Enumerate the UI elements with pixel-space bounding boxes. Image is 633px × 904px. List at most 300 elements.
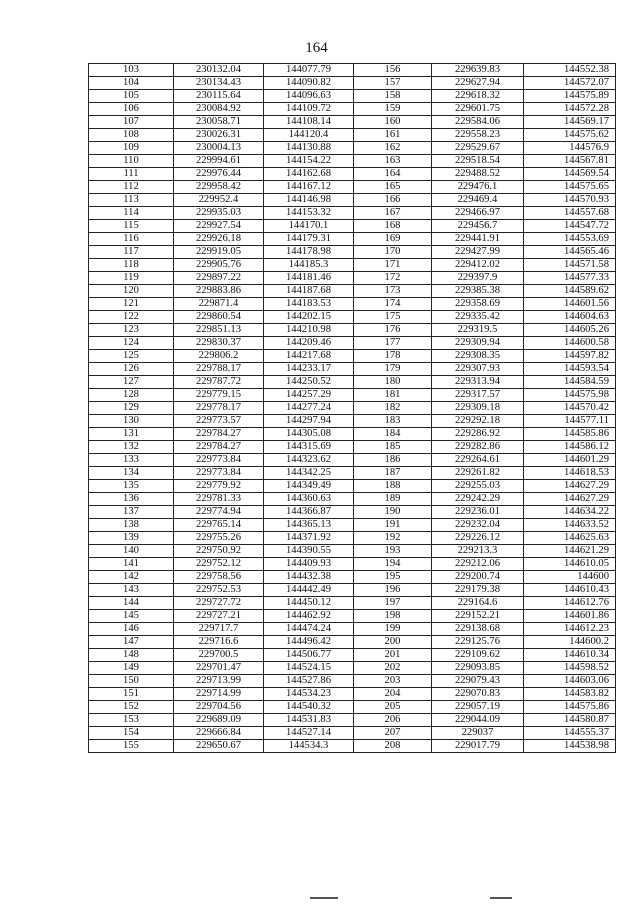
- x-coordinate-cell: 230132.04: [174, 64, 264, 77]
- y-coordinate-cell: 144146.98: [264, 194, 354, 207]
- y-coordinate-cell: 144534.23: [264, 688, 354, 701]
- x-coordinate-cell: 229164.6: [432, 597, 524, 610]
- x-coordinate-cell: 229456.7: [432, 220, 524, 233]
- point-number-cell: 118: [89, 259, 174, 272]
- x-coordinate-cell: 229781.33: [174, 493, 264, 506]
- y-coordinate-cell: 144371.92: [264, 532, 354, 545]
- x-coordinate-cell: 229618.32: [432, 90, 524, 103]
- point-number-cell: 149: [89, 662, 174, 675]
- point-number-cell: 206: [354, 714, 432, 727]
- x-coordinate-cell: 229714.99: [174, 688, 264, 701]
- point-number-cell: 168: [354, 220, 432, 233]
- y-coordinate-cell: 144552.38: [524, 64, 616, 77]
- point-number-cell: 171: [354, 259, 432, 272]
- point-number-cell: 163: [354, 155, 432, 168]
- x-coordinate-cell: 229317.57: [432, 389, 524, 402]
- point-number-cell: 201: [354, 649, 432, 662]
- y-coordinate-cell: 144524.15: [264, 662, 354, 675]
- x-coordinate-cell: 229716.6: [174, 636, 264, 649]
- x-coordinate-cell: 229727.72: [174, 597, 264, 610]
- point-number-cell: 196: [354, 584, 432, 597]
- x-coordinate-cell: 229830.37: [174, 337, 264, 350]
- x-coordinate-cell: 229226.12: [432, 532, 524, 545]
- table-row: [89, 467, 616, 480]
- y-coordinate-cell: 144618.53: [524, 467, 616, 480]
- point-number-cell: 111: [89, 168, 174, 181]
- y-coordinate-cell: 144583.82: [524, 688, 616, 701]
- y-coordinate-cell: 144575.86: [524, 701, 616, 714]
- y-coordinate-cell: 144210.98: [264, 324, 354, 337]
- y-coordinate-cell: 144571.58: [524, 259, 616, 272]
- x-coordinate-cell: 229627.94: [432, 77, 524, 90]
- table-row: [89, 64, 616, 77]
- point-number-cell: 148: [89, 649, 174, 662]
- point-number-cell: 170: [354, 246, 432, 259]
- y-coordinate-cell: 144170.1: [264, 220, 354, 233]
- y-coordinate-cell: 144586.12: [524, 441, 616, 454]
- x-coordinate-cell: 229976.44: [174, 168, 264, 181]
- y-coordinate-cell: 144603.06: [524, 675, 616, 688]
- x-coordinate-cell: 229755.26: [174, 532, 264, 545]
- point-number-cell: 202: [354, 662, 432, 675]
- y-coordinate-cell: 144183.53: [264, 298, 354, 311]
- x-coordinate-cell: 229397.9: [432, 272, 524, 285]
- y-coordinate-cell: 144600.2: [524, 636, 616, 649]
- point-number-cell: 204: [354, 688, 432, 701]
- y-coordinate-cell: 144565.46: [524, 246, 616, 259]
- point-number-cell: 161: [354, 129, 432, 142]
- table-row: [89, 623, 616, 636]
- footer-marks: [0, 897, 633, 901]
- y-coordinate-cell: 144553.69: [524, 233, 616, 246]
- point-number-cell: 199: [354, 623, 432, 636]
- y-coordinate-cell: 144534.3: [264, 740, 354, 753]
- point-number-cell: 134: [89, 467, 174, 480]
- y-coordinate-cell: 144179.31: [264, 233, 354, 246]
- x-coordinate-cell: 229282.86: [432, 441, 524, 454]
- point-number-cell: 154: [89, 727, 174, 740]
- point-number-cell: 131: [89, 428, 174, 441]
- y-coordinate-cell: 144547.72: [524, 220, 616, 233]
- point-number-cell: 162: [354, 142, 432, 155]
- y-coordinate-cell: 144349.49: [264, 480, 354, 493]
- x-coordinate-cell: 229773.84: [174, 467, 264, 480]
- y-coordinate-cell: 144257.29: [264, 389, 354, 402]
- point-number-cell: 185: [354, 441, 432, 454]
- point-number-cell: 181: [354, 389, 432, 402]
- x-coordinate-cell: 229441.91: [432, 233, 524, 246]
- x-coordinate-cell: 229958.42: [174, 181, 264, 194]
- y-coordinate-cell: 144153.32: [264, 207, 354, 220]
- table-row: [89, 545, 616, 558]
- x-coordinate-cell: 229883.86: [174, 285, 264, 298]
- x-coordinate-cell: 229806.2: [174, 350, 264, 363]
- point-number-cell: 108: [89, 129, 174, 142]
- y-coordinate-cell: 144572.28: [524, 103, 616, 116]
- point-number-cell: 103: [89, 64, 174, 77]
- point-number-cell: 125: [89, 350, 174, 363]
- table-row: [89, 558, 616, 571]
- y-coordinate-cell: 144627.29: [524, 493, 616, 506]
- x-coordinate-cell: 229200.74: [432, 571, 524, 584]
- y-coordinate-cell: 144601.86: [524, 610, 616, 623]
- y-coordinate-cell: 144130.88: [264, 142, 354, 155]
- point-number-cell: 182: [354, 402, 432, 415]
- point-number-cell: 155: [89, 740, 174, 753]
- y-coordinate-cell: 144610.34: [524, 649, 616, 662]
- x-coordinate-cell: 229319.5: [432, 324, 524, 337]
- x-coordinate-cell: 229212.06: [432, 558, 524, 571]
- y-coordinate-cell: 144569.17: [524, 116, 616, 129]
- point-number-cell: 166: [354, 194, 432, 207]
- x-coordinate-cell: 229752.53: [174, 584, 264, 597]
- x-coordinate-cell: 229308.35: [432, 350, 524, 363]
- x-coordinate-cell: 229125.76: [432, 636, 524, 649]
- x-coordinate-cell: 229313.94: [432, 376, 524, 389]
- y-coordinate-cell: 144474.24: [264, 623, 354, 636]
- x-coordinate-cell: 229758.56: [174, 571, 264, 584]
- table-row: [89, 298, 616, 311]
- table-row: [89, 376, 616, 389]
- y-coordinate-cell: 144315.69: [264, 441, 354, 454]
- x-coordinate-cell: 229860.54: [174, 311, 264, 324]
- y-coordinate-cell: 144178.98: [264, 246, 354, 259]
- point-number-cell: 186: [354, 454, 432, 467]
- point-number-cell: 137: [89, 506, 174, 519]
- point-number-cell: 112: [89, 181, 174, 194]
- x-coordinate-cell: 229871.4: [174, 298, 264, 311]
- x-coordinate-cell: 229179.38: [432, 584, 524, 597]
- point-number-cell: 205: [354, 701, 432, 714]
- x-coordinate-cell: 229784.27: [174, 441, 264, 454]
- y-coordinate-cell: 144600.58: [524, 337, 616, 350]
- x-coordinate-cell: 229927.54: [174, 220, 264, 233]
- y-coordinate-cell: 144575.98: [524, 389, 616, 402]
- point-number-cell: 113: [89, 194, 174, 207]
- x-coordinate-cell: 229700.5: [174, 649, 264, 662]
- y-coordinate-cell: 144120.4: [264, 129, 354, 142]
- x-coordinate-cell: 229213.3: [432, 545, 524, 558]
- point-number-cell: 160: [354, 116, 432, 129]
- x-coordinate-cell: 229926.18: [174, 233, 264, 246]
- point-number-cell: 184: [354, 428, 432, 441]
- point-number-cell: 172: [354, 272, 432, 285]
- point-number-cell: 110: [89, 155, 174, 168]
- page-number: 164: [305, 40, 328, 56]
- point-number-cell: 130: [89, 415, 174, 428]
- table-row: [89, 519, 616, 532]
- x-coordinate-cell: 229236.01: [432, 506, 524, 519]
- y-coordinate-cell: 144569.54: [524, 168, 616, 181]
- footer-mark: [490, 897, 512, 899]
- x-coordinate-cell: 230026.31: [174, 129, 264, 142]
- y-coordinate-cell: 144233.17: [264, 363, 354, 376]
- x-coordinate-cell: 229994.61: [174, 155, 264, 168]
- table-row: [89, 428, 616, 441]
- y-coordinate-cell: 144610.43: [524, 584, 616, 597]
- x-coordinate-cell: 229242.29: [432, 493, 524, 506]
- x-coordinate-cell: 229558.23: [432, 129, 524, 142]
- point-number-cell: 157: [354, 77, 432, 90]
- table-row: [89, 688, 616, 701]
- point-number-cell: 183: [354, 415, 432, 428]
- y-coordinate-cell: 144250.52: [264, 376, 354, 389]
- point-number-cell: 189: [354, 493, 432, 506]
- y-coordinate-cell: 144575.65: [524, 181, 616, 194]
- point-number-cell: 188: [354, 480, 432, 493]
- x-coordinate-cell: 229255.03: [432, 480, 524, 493]
- y-coordinate-cell: 144187.68: [264, 285, 354, 298]
- y-coordinate-cell: 144575.62: [524, 129, 616, 142]
- table-row: [89, 285, 616, 298]
- point-number-cell: 190: [354, 506, 432, 519]
- table-row: [89, 454, 616, 467]
- y-coordinate-cell: 144167.12: [264, 181, 354, 194]
- y-coordinate-cell: 144181.46: [264, 272, 354, 285]
- y-coordinate-cell: 144342.25: [264, 467, 354, 480]
- point-number-cell: 203: [354, 675, 432, 688]
- y-coordinate-cell: 144096.63: [264, 90, 354, 103]
- point-number-cell: 139: [89, 532, 174, 545]
- y-coordinate-cell: 144409.93: [264, 558, 354, 571]
- y-coordinate-cell: 144531.83: [264, 714, 354, 727]
- point-number-cell: 142: [89, 571, 174, 584]
- table-row: [89, 675, 616, 688]
- y-coordinate-cell: 144572.07: [524, 77, 616, 90]
- y-coordinate-cell: 144365.13: [264, 519, 354, 532]
- point-number-cell: 194: [354, 558, 432, 571]
- point-number-cell: 150: [89, 675, 174, 688]
- x-coordinate-cell: 229286.92: [432, 428, 524, 441]
- y-coordinate-cell: 144496.42: [264, 636, 354, 649]
- x-coordinate-cell: 229639.83: [432, 64, 524, 77]
- table-row: [89, 506, 616, 519]
- y-coordinate-cell: 144077.79: [264, 64, 354, 77]
- y-coordinate-cell: 144633.52: [524, 519, 616, 532]
- y-coordinate-cell: 144577.33: [524, 272, 616, 285]
- point-number-cell: 104: [89, 77, 174, 90]
- table-row: [89, 337, 616, 350]
- table-row: [89, 77, 616, 90]
- y-coordinate-cell: 144577.11: [524, 415, 616, 428]
- x-coordinate-cell: 229264.61: [432, 454, 524, 467]
- x-coordinate-cell: 229358.69: [432, 298, 524, 311]
- y-coordinate-cell: 144506.77: [264, 649, 354, 662]
- table-row: [89, 571, 616, 584]
- table-row: [89, 142, 616, 155]
- point-number-cell: 117: [89, 246, 174, 259]
- x-coordinate-cell: 229784.27: [174, 428, 264, 441]
- point-number-cell: 153: [89, 714, 174, 727]
- x-coordinate-cell: 229905.76: [174, 259, 264, 272]
- table-row: [89, 259, 616, 272]
- point-number-cell: 121: [89, 298, 174, 311]
- y-coordinate-cell: 144185.3: [264, 259, 354, 272]
- table-row: [89, 441, 616, 454]
- x-coordinate-cell: 229851.13: [174, 324, 264, 337]
- point-number-cell: 119: [89, 272, 174, 285]
- y-coordinate-cell: 144570.42: [524, 402, 616, 415]
- point-number-cell: 178: [354, 350, 432, 363]
- point-number-cell: 179: [354, 363, 432, 376]
- x-coordinate-cell: 229335.42: [432, 311, 524, 324]
- y-coordinate-cell: 144612.76: [524, 597, 616, 610]
- x-coordinate-cell: 229952.4: [174, 194, 264, 207]
- x-coordinate-cell: 229017.79: [432, 740, 524, 753]
- table-row: [89, 363, 616, 376]
- x-coordinate-cell: 229385.38: [432, 285, 524, 298]
- x-coordinate-cell: 229897.22: [174, 272, 264, 285]
- point-number-cell: 173: [354, 285, 432, 298]
- x-coordinate-cell: 230004.13: [174, 142, 264, 155]
- point-number-cell: 120: [89, 285, 174, 298]
- table-row: [89, 389, 616, 402]
- y-coordinate-cell: 144601.56: [524, 298, 616, 311]
- x-coordinate-cell: 229713.99: [174, 675, 264, 688]
- point-number-cell: 123: [89, 324, 174, 337]
- y-coordinate-cell: 144462.92: [264, 610, 354, 623]
- x-coordinate-cell: 229727.21: [174, 610, 264, 623]
- y-coordinate-cell: 144217.68: [264, 350, 354, 363]
- x-coordinate-cell: 229152.21: [432, 610, 524, 623]
- table-row: [89, 701, 616, 714]
- table-body: [89, 64, 616, 753]
- table-row: [89, 324, 616, 337]
- point-number-cell: 144: [89, 597, 174, 610]
- y-coordinate-cell: 144634.22: [524, 506, 616, 519]
- table-row: [89, 714, 616, 727]
- table-row: [89, 168, 616, 181]
- x-coordinate-cell: 229079.43: [432, 675, 524, 688]
- table-row: [89, 610, 616, 623]
- y-coordinate-cell: 144209.46: [264, 337, 354, 350]
- y-coordinate-cell: 144625.63: [524, 532, 616, 545]
- coordinates-table: [88, 63, 616, 753]
- point-number-cell: 143: [89, 584, 174, 597]
- point-number-cell: 177: [354, 337, 432, 350]
- y-coordinate-cell: 144109.72: [264, 103, 354, 116]
- point-number-cell: 105: [89, 90, 174, 103]
- y-coordinate-cell: 144612.23: [524, 623, 616, 636]
- point-number-cell: 169: [354, 233, 432, 246]
- y-coordinate-cell: 144621.29: [524, 545, 616, 558]
- y-coordinate-cell: 144432.38: [264, 571, 354, 584]
- x-coordinate-cell: 229773.57: [174, 415, 264, 428]
- table-row: [89, 493, 616, 506]
- x-coordinate-cell: 229518.54: [432, 155, 524, 168]
- y-coordinate-cell: 144202.15: [264, 311, 354, 324]
- x-coordinate-cell: 230058.71: [174, 116, 264, 129]
- point-number-cell: 151: [89, 688, 174, 701]
- x-coordinate-cell: 229666.84: [174, 727, 264, 740]
- y-coordinate-cell: 144297.94: [264, 415, 354, 428]
- y-coordinate-cell: 144527.14: [264, 727, 354, 740]
- point-number-cell: 200: [354, 636, 432, 649]
- point-number-cell: 136: [89, 493, 174, 506]
- point-number-cell: 180: [354, 376, 432, 389]
- point-number-cell: 116: [89, 233, 174, 246]
- point-number-cell: 122: [89, 311, 174, 324]
- table-row: [89, 116, 616, 129]
- point-number-cell: 174: [354, 298, 432, 311]
- table-row: [89, 181, 616, 194]
- x-coordinate-cell: 229037: [432, 727, 524, 740]
- x-coordinate-cell: 229261.82: [432, 467, 524, 480]
- y-coordinate-cell: 144575.89: [524, 90, 616, 103]
- y-coordinate-cell: 144442.49: [264, 584, 354, 597]
- x-coordinate-cell: 229779.92: [174, 480, 264, 493]
- point-number-cell: 129: [89, 402, 174, 415]
- y-coordinate-cell: 144366.87: [264, 506, 354, 519]
- y-coordinate-cell: 144593.54: [524, 363, 616, 376]
- y-coordinate-cell: 144600: [524, 571, 616, 584]
- y-coordinate-cell: 144527.86: [264, 675, 354, 688]
- x-coordinate-cell: 229788.17: [174, 363, 264, 376]
- table-row: [89, 532, 616, 545]
- y-coordinate-cell: 144360.63: [264, 493, 354, 506]
- x-coordinate-cell: 229779.15: [174, 389, 264, 402]
- x-coordinate-cell: 229427.99: [432, 246, 524, 259]
- point-number-cell: 109: [89, 142, 174, 155]
- table-row: [89, 220, 616, 233]
- table-row: [89, 415, 616, 428]
- y-coordinate-cell: 144601.29: [524, 454, 616, 467]
- y-coordinate-cell: 144108.14: [264, 116, 354, 129]
- x-coordinate-cell: 229601.75: [432, 103, 524, 116]
- y-coordinate-cell: 144576.9: [524, 142, 616, 155]
- x-coordinate-cell: 229469.4: [432, 194, 524, 207]
- y-coordinate-cell: 144305.08: [264, 428, 354, 441]
- y-coordinate-cell: 144598.52: [524, 662, 616, 675]
- point-number-cell: 132: [89, 441, 174, 454]
- table-row: [89, 636, 616, 649]
- y-coordinate-cell: 144090.82: [264, 77, 354, 90]
- y-coordinate-cell: 144277.24: [264, 402, 354, 415]
- x-coordinate-cell: 229232.04: [432, 519, 524, 532]
- y-coordinate-cell: 144323.62: [264, 454, 354, 467]
- x-coordinate-cell: 229717.7: [174, 623, 264, 636]
- point-number-cell: 158: [354, 90, 432, 103]
- x-coordinate-cell: 229307.93: [432, 363, 524, 376]
- y-coordinate-cell: 144585.86: [524, 428, 616, 441]
- y-coordinate-cell: 144597.82: [524, 350, 616, 363]
- table-row: [89, 402, 616, 415]
- point-number-cell: 133: [89, 454, 174, 467]
- table-row: [89, 103, 616, 116]
- table-row: [89, 649, 616, 662]
- x-coordinate-cell: 229309.94: [432, 337, 524, 350]
- x-coordinate-cell: 229919.05: [174, 246, 264, 259]
- y-coordinate-cell: 144589.62: [524, 285, 616, 298]
- table-row: [89, 350, 616, 363]
- x-coordinate-cell: 229529.67: [432, 142, 524, 155]
- footer-mark: [310, 897, 338, 899]
- x-coordinate-cell: 229773.84: [174, 454, 264, 467]
- table-row: [89, 129, 616, 142]
- x-coordinate-cell: 229765.14: [174, 519, 264, 532]
- point-number-cell: 126: [89, 363, 174, 376]
- y-coordinate-cell: 144580.87: [524, 714, 616, 727]
- table-row: [89, 207, 616, 220]
- x-coordinate-cell: 229704.56: [174, 701, 264, 714]
- point-number-cell: 114: [89, 207, 174, 220]
- point-number-cell: 159: [354, 103, 432, 116]
- x-coordinate-cell: 229044.09: [432, 714, 524, 727]
- y-coordinate-cell: 144557.68: [524, 207, 616, 220]
- y-coordinate-cell: 144154.22: [264, 155, 354, 168]
- point-number-cell: 192: [354, 532, 432, 545]
- y-coordinate-cell: 144555.37: [524, 727, 616, 740]
